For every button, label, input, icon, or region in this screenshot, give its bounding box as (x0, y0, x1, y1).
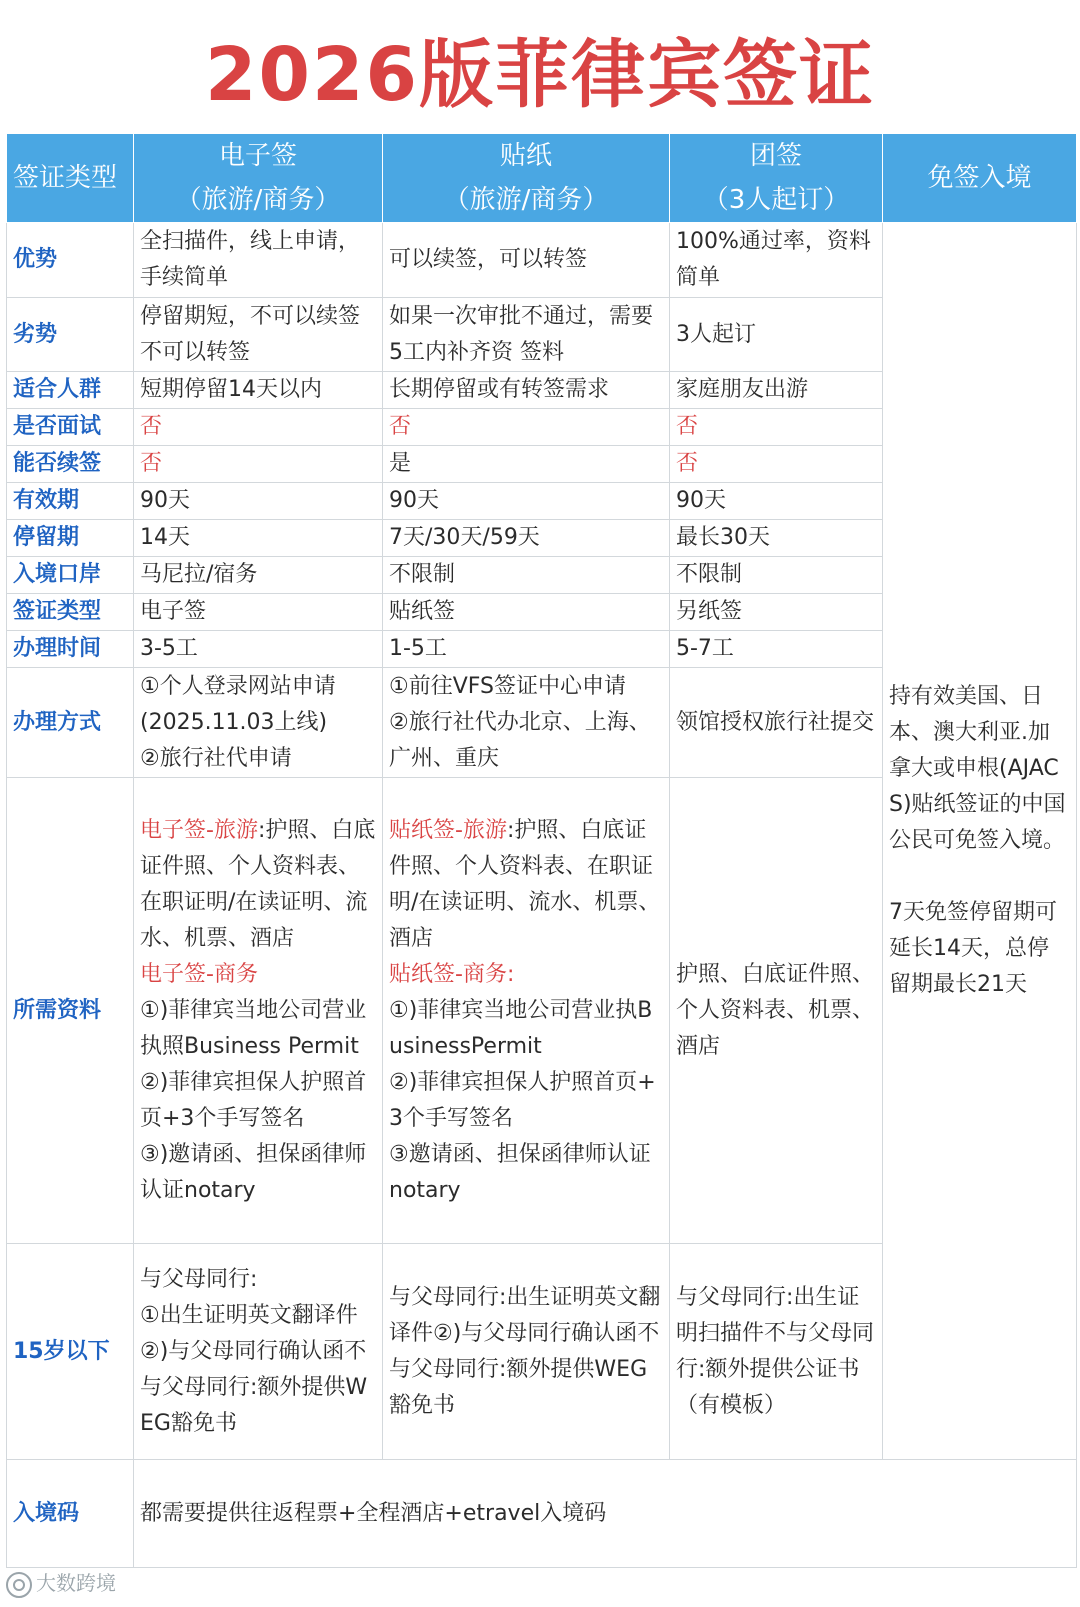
table-cell: 否 (383, 409, 670, 446)
table-cell: 家庭朋友出游 (670, 372, 883, 409)
table-cell (383, 778, 670, 1244)
row-label: 适合人群 (7, 372, 134, 409)
table-cell: 90天 (670, 483, 883, 520)
row-label: 能否续签 (7, 446, 134, 483)
row-label: 所需资料 (7, 778, 134, 1244)
header-evisa-line1: 电子签 (218, 141, 297, 171)
table-cell: 1-5工 (383, 631, 670, 668)
visa-free-text-1: 持有效美国、日本、澳大利亚.加拿大或申根(AJACS)贴纸签证的中国公民可免签入境。 (889, 684, 1066, 853)
row-label: 停留期 (7, 520, 134, 557)
table-cell: 可以续签，可以转签 (383, 223, 670, 298)
table-cell: 与父母同行:出生证明英文翻译件②)与父母同行确认函不与父母同行:额外提供WEG豁免书 (383, 1244, 670, 1460)
row-label: 入境码 (7, 1460, 134, 1568)
page-title: 2026版菲律宾签证 (205, 32, 875, 118)
table-cell: 与父母同行: ①出生证明英文翻译件 ②)与父母同行确认函不与父母同行:额外提供WEG豁免书 (134, 1244, 383, 1460)
table-row (7, 223, 1077, 298)
entry-code-cell: 都需要提供往返程票+全程酒店+etravel入境码 (134, 1460, 1077, 1568)
header-evisa-line2: （旅游/商务） (175, 185, 341, 215)
table-cell: 否 (134, 409, 383, 446)
table-cell: 短期停留14天以内 (134, 372, 383, 409)
table-cell: 贴纸签 (383, 594, 670, 631)
materials-sticker-biz-title: 贴纸签-商务: (389, 961, 515, 987)
table-cell: 护照、白底证件照、个人资料表、机票、酒店 (670, 778, 883, 1244)
table-cell: 领馆授权旅行社提交 (670, 668, 883, 778)
materials-evisa-tour-title: 电子签-旅游 (140, 817, 258, 843)
table-cell: 90天 (383, 483, 670, 520)
watermark-logo-icon (6, 1572, 32, 1598)
materials-evisa-biz-title: 电子签-商务 (140, 961, 258, 987)
header-evisa (134, 134, 383, 223)
table-cell: ①前往VFS签证中心申请 ②旅行社代办北京、上海、广州、重庆 (383, 668, 670, 778)
header-sticker-line1: 贴纸 (499, 141, 552, 171)
header-row (7, 134, 1077, 223)
materials-evisa-biz-body: ①)菲律宾当地公司营业执照Business Permit ②)菲律宾担保人护照首页+3个手写签名 ③)邀请函、担保函律师认证notary (140, 997, 367, 1203)
materials-evisa-tour-body: :护照、白底证件照、个人资料表、在职证明/在读证明、流水、机票、酒店 (140, 817, 376, 951)
table-cell: 停留期短，不可以续签不可以转签 (134, 298, 383, 372)
row-label: 签证类型 (7, 594, 134, 631)
visa-comparison-table (6, 133, 1077, 1568)
table-cell: 3人起订 (670, 298, 883, 372)
table-cell (134, 778, 383, 1244)
table-cell: 90天 (134, 483, 383, 520)
table-cell: 不限制 (670, 557, 883, 594)
table-cell: 3-5工 (134, 631, 383, 668)
header-group-line1: 团签 (749, 141, 802, 171)
materials-sticker-tour-title: 贴纸签-旅游 (389, 817, 507, 843)
row-label: 办理时间 (7, 631, 134, 668)
table-cell: 如果一次审批不通过，需要5工内补齐资 签料 (383, 298, 670, 372)
table-cell: 最长30天 (670, 520, 883, 557)
table-cell: 是 (383, 446, 670, 483)
table-cell: 7天/30天/59天 (383, 520, 670, 557)
table-cell: ①个人登录网站申请 (2025.11.03上线) ②旅行社代申请 (134, 668, 383, 778)
materials-sticker-biz-body: ①)菲律宾当地公司营业执BusinessPermit ②)菲律宾担保人护照首页+3个手写签名 ③邀请函、担保函律师认证notary (389, 997, 656, 1203)
row-label: 有效期 (7, 483, 134, 520)
row-label: 是否面试 (7, 409, 134, 446)
table-cell: 与父母同行:出生证明扫描件不与父母同行:额外提供公证书（有模板） (670, 1244, 883, 1460)
header-sticker-line2: （旅游/商务） (443, 185, 609, 215)
table-cell: 不限制 (383, 557, 670, 594)
watermark-text: 大数跨境 (36, 1571, 116, 1595)
header-group (670, 134, 883, 223)
header-visa-type: 签证类型 (7, 134, 134, 223)
table-cell: 100%通过率，资料简单 (670, 223, 883, 298)
table-row (7, 1460, 1077, 1568)
header-sticker (383, 134, 670, 223)
table-cell: 长期停留或有转签需求 (383, 372, 670, 409)
table-cell: 否 (670, 409, 883, 446)
row-label: 办理方式 (7, 668, 134, 778)
table-cell: 另纸签 (670, 594, 883, 631)
row-label: 入境口岸 (7, 557, 134, 594)
table-cell: 5-7工 (670, 631, 883, 668)
row-label: 优势 (7, 223, 134, 298)
visa-free-cell (883, 223, 1077, 1460)
table-cell: 全扫描件，线上申请，手续简单 (134, 223, 383, 298)
header-group-line2: （3人起订） (702, 185, 850, 215)
header-visa-free: 免签入境 (883, 134, 1077, 223)
row-label: 劣势 (7, 298, 134, 372)
table-cell: 电子签 (134, 594, 383, 631)
materials-sticker-tour-body: :护照、白底证件照、个人资料表、在职证明/在读证明、流水、机票、酒店 (389, 817, 661, 951)
table-cell: 否 (670, 446, 883, 483)
watermark (6, 1568, 116, 1598)
table-cell: 14天 (134, 520, 383, 557)
row-label: 15岁以下 (7, 1244, 134, 1460)
visa-free-text-2: 7天免签停留期可延长14天，总停留期最长21天 (889, 900, 1057, 997)
table-cell: 否 (134, 446, 383, 483)
table-cell: 马尼拉/宿务 (134, 557, 383, 594)
